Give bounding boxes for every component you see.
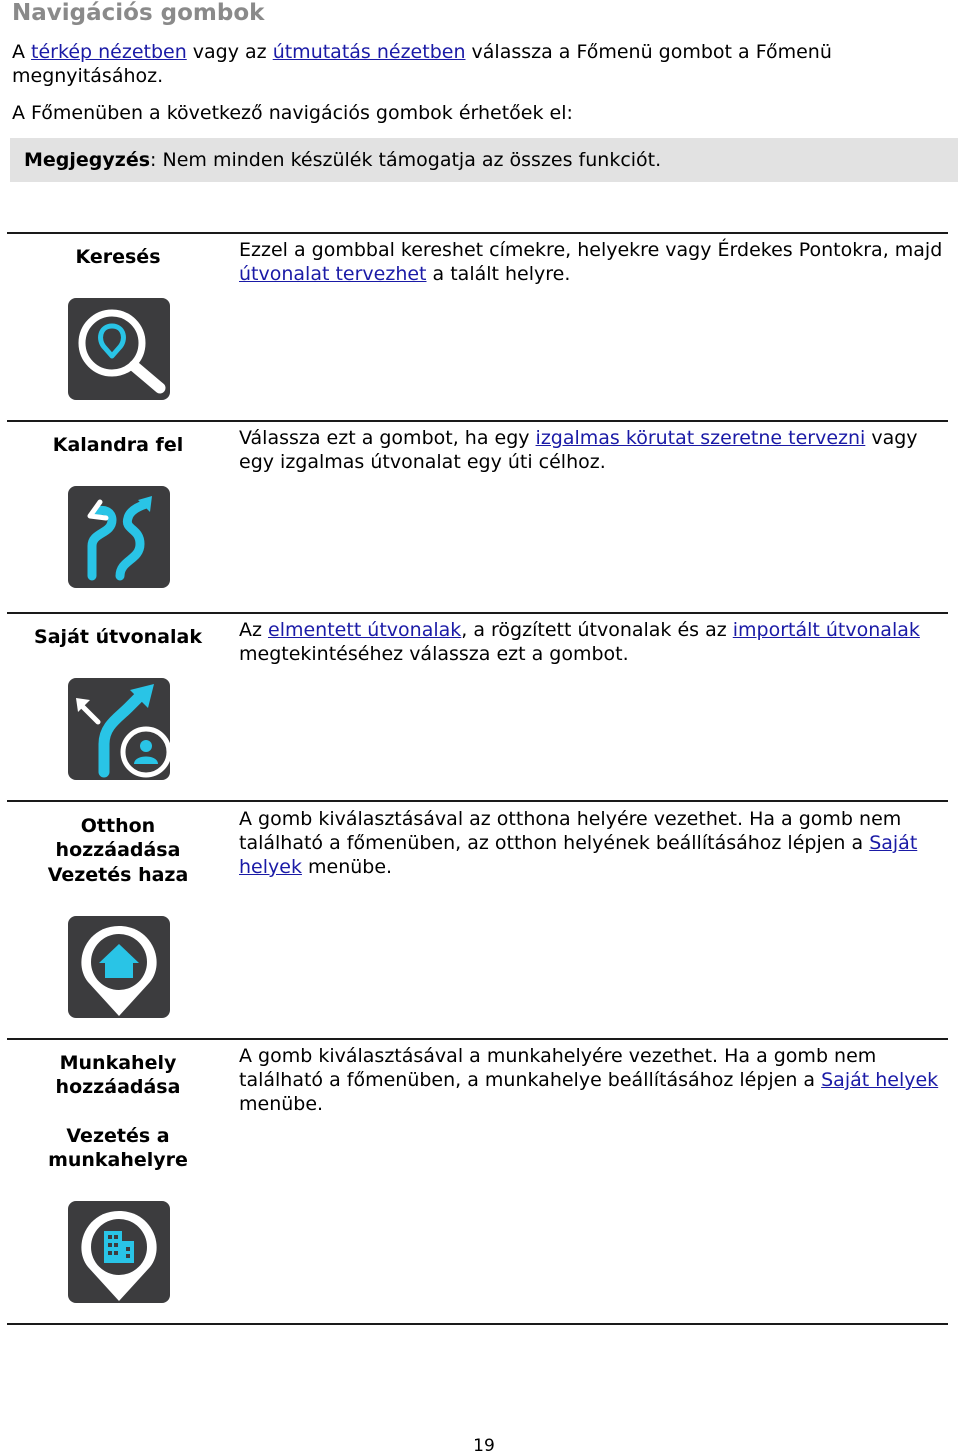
thrilling-route-link[interactable]: izgalmas körutat szeretne tervezni [535, 427, 866, 449]
plan-route-link[interactable]: útvonalat tervezhet [239, 263, 427, 285]
page-heading: Navigációs gombok [12, 0, 265, 26]
row-description-search [239, 238, 944, 286]
intro-paragraph [12, 40, 912, 88]
saved-routes-link[interactable]: elmentett útvonalak [268, 619, 462, 641]
desc-text: A gomb kiválasztásával a munkahelyére vezethet. Ha a gomb nem található a főmenüben, a munkahelye beállításához lépjen a [239, 1045, 877, 1091]
row-description-work [239, 1044, 944, 1116]
row-description-home [239, 807, 944, 879]
guidance-view-link[interactable]: útmutatás nézetben [272, 41, 466, 63]
map-view-link[interactable]: térkép nézetben [31, 41, 187, 63]
desc-text: , a rögzített útvonalak és az [461, 619, 733, 641]
page-number: 19 [473, 1436, 495, 1456]
row-description-my-routes [239, 618, 944, 666]
row-divider [7, 1038, 948, 1040]
row-label-drive-home: Vezetés haza [47, 864, 189, 886]
desc-text: menübe. [301, 856, 393, 878]
row-divider [7, 612, 948, 614]
intro-text: vagy az [186, 41, 273, 63]
work-button[interactable] [68, 1201, 170, 1303]
my-routes-button[interactable] [68, 678, 170, 780]
row-description-adventure [239, 426, 944, 474]
my-places-link[interactable]: Saját helyek [239, 832, 918, 878]
row-label-my-routes: Saját útvonalak [34, 626, 202, 648]
desc-text: menübe. [239, 1093, 324, 1115]
desc-text: megtekintéséhez válassza ezt a gombot. [239, 643, 629, 665]
desc-text: Ezzel a gombbal kereshet címekre, helyekre vagy Érdekes Pontokra, majd [239, 239, 943, 261]
row-divider [7, 1323, 948, 1325]
imported-routes-link[interactable]: importált útvonalak [732, 619, 920, 641]
work-pin-icon [68, 1201, 170, 1303]
row-label-add-work: Munkahely hozzáadása [55, 1052, 181, 1098]
search-button[interactable] [68, 298, 170, 400]
home-button[interactable] [68, 916, 170, 1018]
row-divider [7, 420, 948, 422]
my-routes-icon [68, 678, 170, 780]
note-label: Megjegyzés [24, 149, 151, 171]
home-pin-icon [68, 916, 170, 1018]
desc-text: Válassza ezt a gombot, ha egy [239, 427, 536, 449]
desc-text: a talált helyre. [426, 263, 571, 285]
adventure-button[interactable] [68, 486, 170, 588]
row-divider [7, 232, 948, 234]
my-places-link[interactable]: Saját helyek [821, 1069, 939, 1091]
intro-paragraph-2: A Főmenüben a következő navigációs gombok érhetőek el: [12, 102, 573, 124]
row-divider [7, 800, 948, 802]
row-label-drive-work: Vezetés a munkahelyre [48, 1125, 188, 1171]
note-box [10, 138, 958, 182]
row-label-search: Keresés [75, 246, 161, 268]
note-text: : Nem minden készülék támogatja az összes funkciót. [150, 149, 662, 171]
row-label-adventure: Kalandra fel [52, 434, 184, 456]
desc-text: vagy egy izgalmas útvonalat egy úti célhoz. [239, 427, 918, 473]
row-label-add-home: Otthon hozzáadása [55, 815, 181, 861]
intro-text: válassza a Főmenü gombot a Főmenü megnyitásához. [12, 41, 832, 87]
search-pin-icon [68, 298, 170, 400]
intro-text: A [12, 41, 32, 63]
desc-text: A gomb kiválasztásával az otthona helyére vezethet. Ha a gomb nem található a főmenüben, az otthon helyének beállításához lépjen a [239, 808, 902, 854]
winding-route-icon [68, 486, 170, 588]
desc-text: Az [239, 619, 269, 641]
